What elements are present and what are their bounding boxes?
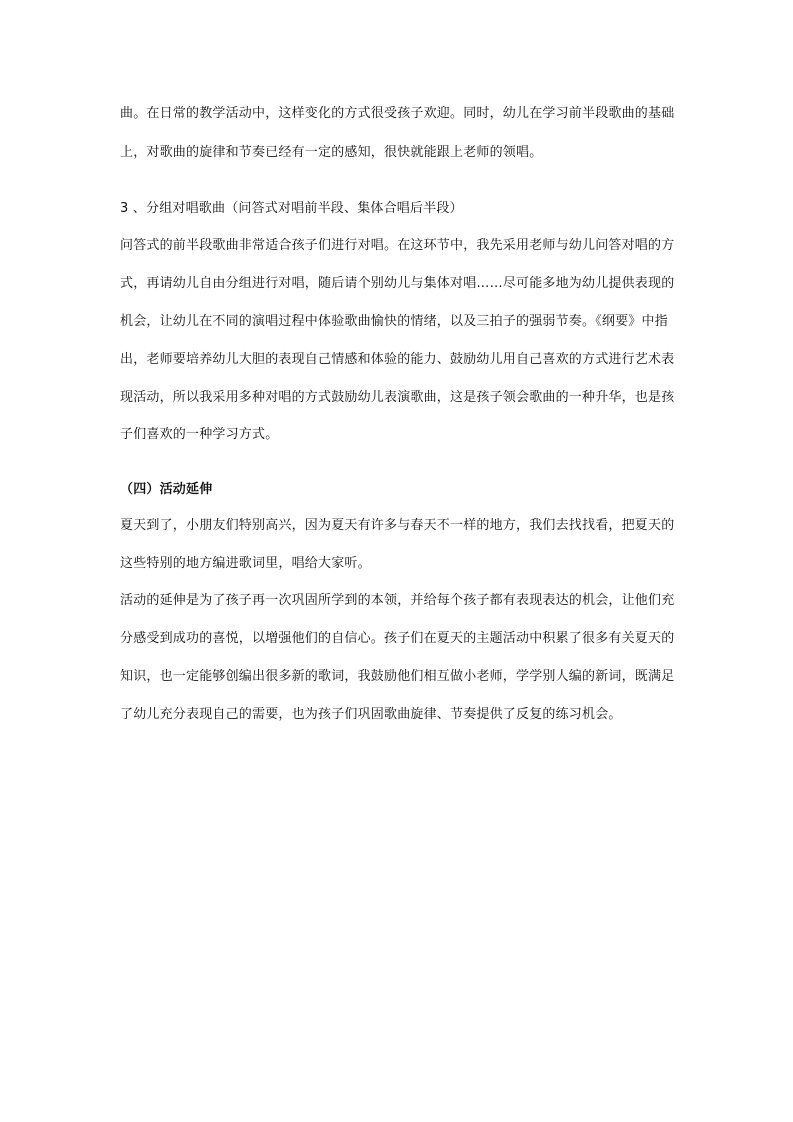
- paragraph-1-line-2: 上，对歌曲的旋律和节奏已经有一定的感知，很快就能跟上老师的领唱。: [120, 145, 543, 160]
- paragraph-4-line-4: 了幼儿充分表现自己的需要，也为孩子们巩固歌曲旋律、节奏提供了反复的练习机会。: [120, 707, 622, 722]
- paragraph-4-line-2: 分感受到成功的喜悦，以增强他们的自信心。孩子们在夏天的主题活动中积累了很多有关夏天的: [120, 631, 675, 646]
- paragraph-2-line-6: 子们喜欢的一种学习方式。: [120, 427, 279, 442]
- paragraph-3-line-2: 这些特别的地方编进歌词里，唱给大家听。: [120, 556, 371, 571]
- paragraph-2-line-2: 式，再请幼儿自由分组进行对唱，随后请个别幼儿与集体对唱……尽可能多地为幼儿提供表现的: [120, 276, 675, 291]
- paragraph-2-line-1: 问答式的前半段歌曲非常适合孩子们进行对唱。在这环节中，我先采用老师与幼儿问答对唱的方: [120, 238, 675, 253]
- section-3-title: 3 、分组对唱歌曲（问答式对唱前半段、集体合唱后半段）: [120, 201, 463, 216]
- paragraph-3-line-1: 夏天到了，小朋友们特别高兴，因为夏天有许多与春天不一样的地方，我们去找找看，把夏天的: [120, 518, 675, 533]
- paragraph-1-line-1: 曲。在日常的教学活动中，这样变化的方式很受孩子欢迎。同时，幼儿在学习前半段歌曲的基础: [120, 106, 675, 121]
- paragraph-2-line-5: 现活动，所以我采用多种对唱的方式鼓励幼儿表演歌曲，这是孩子领会歌曲的一种升华，也是孩: [120, 390, 675, 405]
- paragraph-4-line-1: 活动的延伸是为了孩子再一次巩固所学到的本领，并给每个孩子都有表现表达的机会，让他们充: [120, 593, 675, 608]
- paragraph-2-line-3: 机会，让幼儿在不同的演唱过程中体验歌曲愉快的情绪，以及三拍子的强弱节奏。《纲要》中指: [120, 314, 668, 329]
- paragraph-2-line-4: 出，老师要培养幼儿大胆的表现自己情感和体验的能力、鼓励幼儿用自己喜欢的方式进行艺术表: [120, 352, 675, 367]
- paragraph-4-line-3: 知识，也一定能够创编出很多新的歌词，我鼓励他们相互做小老师，学学别人编的新词，既满足: [120, 669, 675, 684]
- section-4-title: （四）活动延伸: [120, 482, 213, 497]
